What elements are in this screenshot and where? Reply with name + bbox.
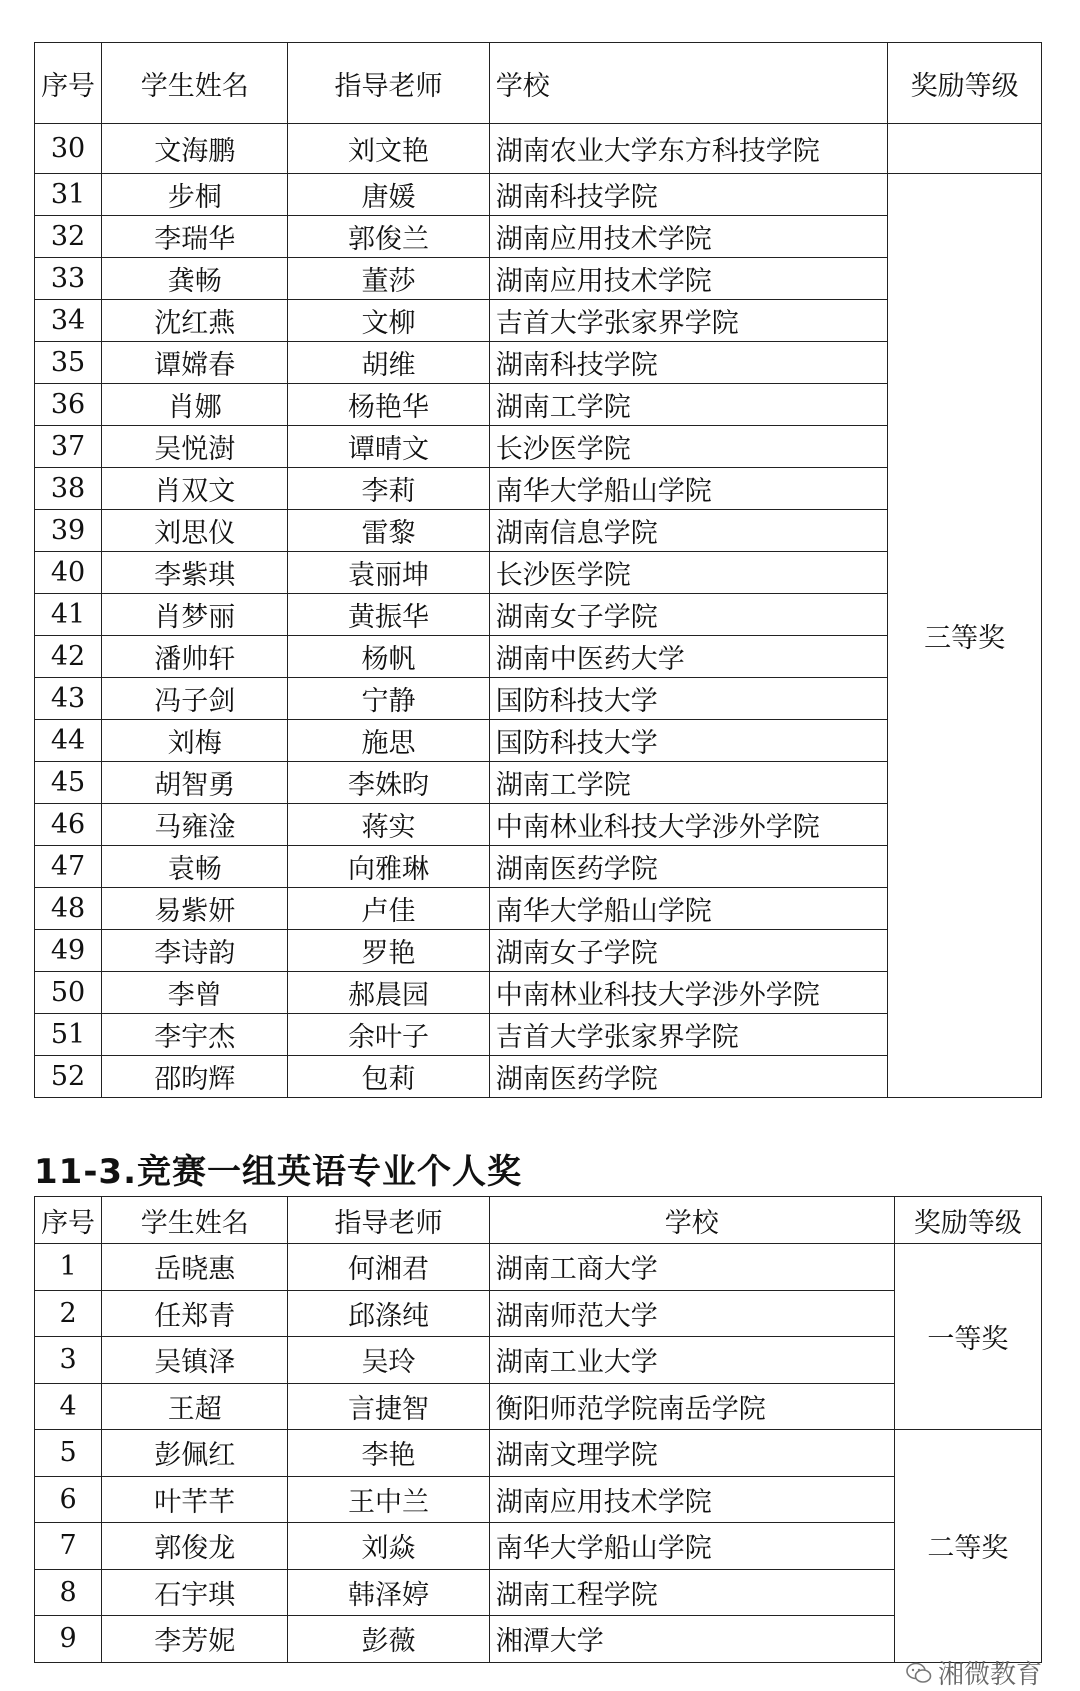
cell-school: 湖南工程学院: [489, 1569, 894, 1616]
cell-teacher: 刘文艳: [288, 124, 489, 174]
cell-student-name: 李曾: [102, 972, 288, 1014]
cell-teacher: 施思: [288, 720, 489, 762]
cell-teacher: 郭俊兰: [288, 216, 489, 258]
cell-no: 38: [35, 468, 102, 510]
cell-no: 48: [35, 888, 102, 930]
header-award-level: 奖励等级: [888, 43, 1042, 124]
cell-no: 45: [35, 762, 102, 804]
table-row: [35, 1337, 1042, 1384]
table-row: [35, 1616, 1042, 1663]
cell-student-name: 李芳妮: [102, 1616, 288, 1663]
cell-teacher: 唐媛: [288, 174, 489, 216]
cell-student-name: 李瑞华: [102, 216, 288, 258]
cell-no: 46: [35, 804, 102, 846]
cell-teacher: 董莎: [288, 258, 489, 300]
cell-student-name: 王超: [102, 1383, 288, 1430]
cell-student-name: 冯子剑: [102, 678, 288, 720]
cell-student-name: 易紫妍: [102, 888, 288, 930]
cell-student-name: 邵昀辉: [102, 1056, 288, 1098]
cell-teacher: 杨艳华: [288, 384, 489, 426]
header-student-name: 学生姓名: [102, 1197, 288, 1244]
cell-school: 湖南文理学院: [489, 1430, 894, 1477]
cell-school: 湖南科技学院: [489, 342, 887, 384]
cell-teacher: 蒋实: [288, 804, 489, 846]
cell-school: 湖南中医药大学: [489, 636, 887, 678]
cell-school: 湘潭大学: [489, 1616, 894, 1663]
cell-school: 湖南女子学院: [489, 594, 887, 636]
cell-student-name: 吴镇泽: [102, 1337, 288, 1384]
cell-teacher: 余叶子: [288, 1014, 489, 1056]
cell-school: 湖南工学院: [489, 762, 887, 804]
table-header-row: [35, 43, 1042, 124]
cell-no: 3: [35, 1337, 102, 1384]
cell-student-name: 潘帅轩: [102, 636, 288, 678]
cell-student-name: 李诗韵: [102, 930, 288, 972]
cell-teacher: 彭薇: [288, 1616, 489, 1663]
table-row: [35, 1476, 1042, 1523]
cell-school: 南华大学船山学院: [489, 1523, 894, 1570]
cell-student-name: 肖娜: [102, 384, 288, 426]
cell-no: 9: [35, 1616, 102, 1663]
cell-no: 40: [35, 552, 102, 594]
cell-no: 41: [35, 594, 102, 636]
cell-teacher: 胡维: [288, 342, 489, 384]
cell-student-name: 肖双文: [102, 468, 288, 510]
table-row: [35, 1523, 1042, 1570]
cell-teacher: 袁丽坤: [288, 552, 489, 594]
cell-teacher: 黄振华: [288, 594, 489, 636]
cell-no: 4: [35, 1383, 102, 1430]
cell-no: 52: [35, 1056, 102, 1098]
header-teacher: 指导老师: [288, 1197, 489, 1244]
cell-no: 30: [35, 124, 102, 174]
cell-school: 南华大学船山学院: [489, 888, 887, 930]
cell-school: 湖南工商大学: [489, 1244, 894, 1291]
header-student-name: 学生姓名: [102, 43, 288, 124]
cell-teacher: 李莉: [288, 468, 489, 510]
cell-school: 衡阳师范学院南岳学院: [489, 1383, 894, 1430]
cell-teacher: 谭晴文: [288, 426, 489, 468]
cell-teacher: 向雅琳: [288, 846, 489, 888]
cell-school: 湖南工学院: [489, 384, 887, 426]
cell-no: 31: [35, 174, 102, 216]
cell-school: 南华大学船山学院: [489, 468, 887, 510]
cell-student-name: 彭佩红: [102, 1430, 288, 1477]
cell-school: 湖南医药学院: [489, 1056, 887, 1098]
header-no: 序号: [35, 1197, 102, 1244]
table-row: [35, 1290, 1042, 1337]
header-school: 学校: [489, 1197, 894, 1244]
table-header-row: [35, 1197, 1042, 1244]
cell-school: 湖南医药学院: [489, 846, 887, 888]
cell-award-level: 二等奖: [894, 1430, 1041, 1663]
cell-teacher: 郝晨园: [288, 972, 489, 1014]
cell-school: 吉首大学张家界学院: [489, 300, 887, 342]
cell-teacher: 文柳: [288, 300, 489, 342]
cell-no: 33: [35, 258, 102, 300]
cell-school: 湖南应用技术学院: [489, 1476, 894, 1523]
cell-teacher: 言捷智: [288, 1383, 489, 1430]
cell-student-name: 沈红燕: [102, 300, 288, 342]
cell-school: 长沙医学院: [489, 552, 887, 594]
header-award-level: 奖励等级: [894, 1197, 1041, 1244]
cell-school: 湖南科技学院: [489, 174, 887, 216]
cell-teacher: 宁静: [288, 678, 489, 720]
cell-no: 35: [35, 342, 102, 384]
cell-student-name: 任郑青: [102, 1290, 288, 1337]
cell-school: 湖南女子学院: [489, 930, 887, 972]
cell-teacher: 卢佳: [288, 888, 489, 930]
cell-no: 36: [35, 384, 102, 426]
cell-school: 长沙医学院: [489, 426, 887, 468]
cell-student-name: 步桐: [102, 174, 288, 216]
cell-no: 6: [35, 1476, 102, 1523]
cell-teacher: 雷黎: [288, 510, 489, 552]
award-table-english-major: [34, 1196, 1042, 1663]
cell-no: 49: [35, 930, 102, 972]
cell-student-name: 文海鹏: [102, 124, 288, 174]
cell-teacher: 吴玲: [288, 1337, 489, 1384]
header-no: 序号: [35, 43, 102, 124]
cell-no: 34: [35, 300, 102, 342]
cell-teacher: 杨帆: [288, 636, 489, 678]
header-school: 学校: [489, 43, 887, 124]
award-table-continued: [34, 42, 1042, 1098]
cell-no: 44: [35, 720, 102, 762]
cell-no: 37: [35, 426, 102, 468]
cell-student-name: 肖梦丽: [102, 594, 288, 636]
table-row: [35, 1244, 1042, 1291]
cell-no: 5: [35, 1430, 102, 1477]
cell-no: 51: [35, 1014, 102, 1056]
cell-student-name: 刘思仪: [102, 510, 288, 552]
cell-school: 湖南师范大学: [489, 1290, 894, 1337]
cell-school: 湖南应用技术学院: [489, 258, 887, 300]
cell-no: 2: [35, 1290, 102, 1337]
cell-school: 湖南工业大学: [489, 1337, 894, 1384]
cell-student-name: 岳晓惠: [102, 1244, 288, 1291]
cell-award-level: [888, 124, 1042, 174]
cell-no: 39: [35, 510, 102, 552]
cell-school: 吉首大学张家界学院: [489, 1014, 887, 1056]
cell-student-name: 谭嫦春: [102, 342, 288, 384]
cell-no: 43: [35, 678, 102, 720]
cell-teacher: 李姝昀: [288, 762, 489, 804]
wechat-icon: [906, 1662, 932, 1684]
cell-no: 7: [35, 1523, 102, 1570]
cell-school: 国防科技大学: [489, 720, 887, 762]
header-teacher: 指导老师: [288, 43, 489, 124]
cell-student-name: 胡智勇: [102, 762, 288, 804]
cell-teacher: 韩泽婷: [288, 1569, 489, 1616]
cell-teacher: 王中兰: [288, 1476, 489, 1523]
section-title: 11-3.竞赛一组英语专业个人奖: [34, 1152, 522, 1192]
cell-school: 湖南信息学院: [489, 510, 887, 552]
cell-student-name: 叶芊芊: [102, 1476, 288, 1523]
table-row: [35, 1430, 1042, 1477]
cell-teacher: 罗艳: [288, 930, 489, 972]
cell-teacher: 邱涤纯: [288, 1290, 489, 1337]
cell-student-name: 吴悦澍: [102, 426, 288, 468]
cell-school: 国防科技大学: [489, 678, 887, 720]
cell-school: 中南林业科技大学涉外学院: [489, 804, 887, 846]
cell-school: 湖南农业大学东方科技学院: [489, 124, 887, 174]
cell-teacher: 何湘君: [288, 1244, 489, 1291]
cell-teacher: 李艳: [288, 1430, 489, 1477]
cell-student-name: 李紫琪: [102, 552, 288, 594]
cell-student-name: 马雍淦: [102, 804, 288, 846]
cell-no: 32: [35, 216, 102, 258]
table-row: [35, 1569, 1042, 1616]
cell-student-name: 石宇琪: [102, 1569, 288, 1616]
cell-no: 42: [35, 636, 102, 678]
cell-no: 8: [35, 1569, 102, 1616]
cell-school: 湖南应用技术学院: [489, 216, 887, 258]
cell-student-name: 龚畅: [102, 258, 288, 300]
cell-school: 中南林业科技大学涉外学院: [489, 972, 887, 1014]
cell-no: 50: [35, 972, 102, 1014]
cell-no: 47: [35, 846, 102, 888]
watermark-text: 湘微教育: [937, 1660, 1042, 1690]
table-row: [35, 174, 1042, 216]
watermark: [906, 1654, 1042, 1691]
cell-teacher: 包莉: [288, 1056, 489, 1098]
table-row: [35, 1383, 1042, 1430]
table-row: [35, 124, 1042, 174]
cell-student-name: 刘梅: [102, 720, 288, 762]
cell-award-level: 三等奖: [888, 174, 1042, 1098]
cell-student-name: 郭俊龙: [102, 1523, 288, 1570]
cell-no: 1: [35, 1244, 102, 1291]
cell-student-name: 李宇杰: [102, 1014, 288, 1056]
cell-student-name: 袁畅: [102, 846, 288, 888]
cell-award-level: 一等奖: [894, 1244, 1041, 1430]
cell-teacher: 刘焱: [288, 1523, 489, 1570]
